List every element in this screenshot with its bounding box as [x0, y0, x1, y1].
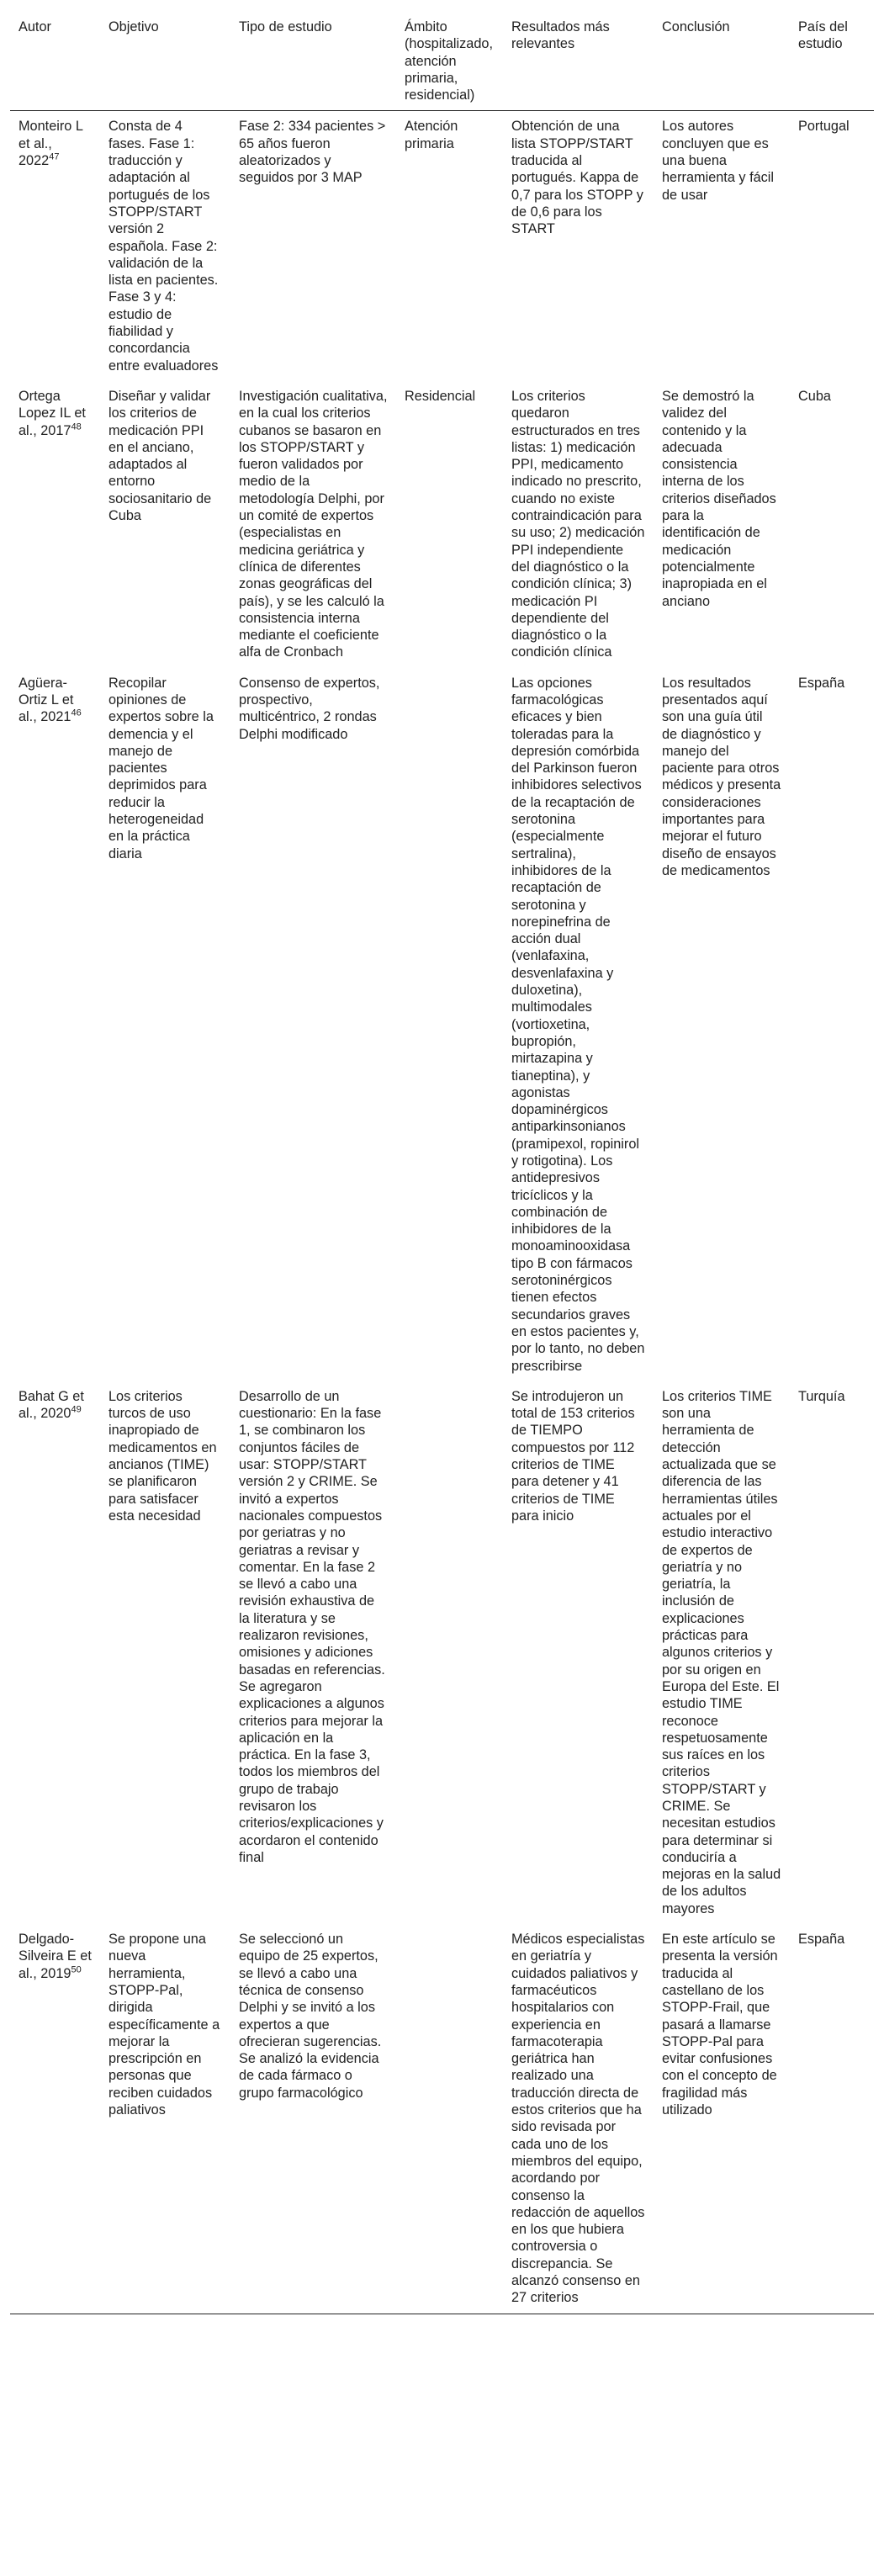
autor-text: Ortega Lopez IL et al., 2017	[19, 388, 86, 438]
table-header	[10, 13, 874, 111]
autor-text: Bahat G et al., 2020	[19, 1388, 84, 1422]
cell-conclusion: Los autores concluyen que es una buena herramienta y fácil de usar	[662, 119, 775, 203]
cell-pais: Turquía	[798, 1388, 845, 1404]
autor-text: Monteiro L et al., 2022	[19, 119, 83, 169]
cell-resultados: Las opciones farmacológicas eficaces y bien toleradas para la depresión comórbida del Parkinson fueron inhibidores selectivos de la recaptación de serotonina (especialmente sertralina), inhibidores de la recaptación de serotonina y norepinefrina de acción dual (venlafaxina, desvenlafaxina y duloxetina), multimodales (vortioxetina, bupropión, mirtazapina y tianeptina), y agonistas dopaminérgicos antiparkinsonianos (pramipexol, ropinirol y rotigotina). Los antidepresivos tricíclicos y la combinación de inhibidores de la monoaminooxidasa tipo B con fármacos serotoninérgicos tienen efectos secundarios graves en estos pacientes y, por lo tanto, no deben prescribirse	[511, 675, 645, 1374]
header-row	[10, 13, 874, 111]
cell-conclusion: En este artículo se presenta la versión traducida al castellano de los STOPP-Frail, que pasará a llamarse STOPP-Pal para evitar confusiones con el concepto de fragilidad más utilizado	[654, 1924, 790, 2314]
cell-tipo-estudio: Investigación cualitativa, en la cual los criterios cubanos se basaron en los STOPP/START y fueron validados por medio de la metodología Delphi, por un comité de expertos (especialistas en medicina geriátrica y clínica de diferentes zonas geográficas del país), y se les calculó la consistencia interna mediante el coeficiente alfa de Cronbach	[239, 388, 388, 660]
cell-objetivo: Diseñar y validar los criterios de medicación PPI en el anciano, adaptados al entorno sociosanitario de Cuba	[109, 388, 212, 524]
header-objetivo: Objetivo	[100, 13, 230, 111]
cell-tipo-estudio: Desarrollo de un cuestionario: En la fase 1, se combinaron los conjuntos fáciles de usar: STOPP/START versión 2 y CRIME. Se invitó a expertos nacionales compuestos por geriatras y no geriatras a revisar y comentar. En la fase 2 se llevó a cabo una revisión exhaustiva de la literatura y se realizaron revisiones, omisiones y adiciones basadas en referencias. Se agregaron explicaciones a algunos criterios para mejorar la aplicación en la práctica. En la fase 3, todos los miembros del grupo de trabajo revisaron los criterios/explicaciones y acordaron el contenido final	[239, 1388, 385, 1865]
cell-resultados: Se introdujeron un total de 153 criterios de TIEMPO compuestos por 112 criterios de TIME para detener y 41 criterios de TIME para inicio	[511, 1388, 635, 1524]
cell-conclusion: Los resultados presentados aquí son una guía útil de diagnóstico y manejo del paciente para otros médicos y presenta consideraciones importantes para mejorar el futuro diseño de ensayos de medicamentos	[662, 675, 781, 878]
reference-number: 48	[71, 421, 82, 432]
cell-ambito: Residencial	[405, 388, 476, 404]
table-row	[10, 668, 874, 1381]
header-conclusion: Conclusión	[654, 13, 790, 111]
table-row	[10, 1924, 874, 2314]
cell-autor	[10, 668, 100, 1381]
cell-autor	[10, 381, 100, 668]
cell-conclusion: Se demostró la validez del contenido y la adecuada consistencia interna de los criterios diseñados para la identificación de medicación potencialmente inapropiada en el anciano	[662, 388, 776, 609]
table-row	[10, 111, 874, 381]
studies-table	[10, 13, 874, 2314]
header-pais: País del estudio	[790, 13, 874, 111]
table-row	[10, 381, 874, 668]
cell-pais: España	[798, 675, 845, 691]
cell-conclusion: Los criterios TIME son una herramienta de detección actualizada que se diferencia de las herramientas útiles actuales por el estudio interactivo de expertos de geriatría y no geriatría, la inclusión de explicaciones prácticas para algunos criterios y por su origen en Europa del Este. El estudio TIME reconoce respetuosamente sus raíces en los criterios STOPP/START y CRIME. Se necesitan estudios para determinar si conduciría a mejoras en la salud de los adultos mayores	[662, 1388, 781, 1916]
cell-objetivo: Recopilar opiniones de expertos sobre la demencia y el manejo de pacientes deprimidos para reducir la heterogeneidad en la práctica diaria	[109, 675, 214, 861]
cell-pais: Cuba	[798, 388, 831, 404]
cell-tipo-estudio: Fase 2: 334 pacientes > 65 años fueron aleatorizados y seguidos por 3 MAP	[239, 119, 386, 186]
cell-ambito	[396, 1381, 503, 1924]
cell-ambito	[396, 668, 503, 1381]
header-autor: Autor	[10, 13, 100, 111]
autor-text: Agüera-Ortiz L et al., 2021	[19, 675, 74, 725]
table-row	[10, 1381, 874, 1924]
cell-pais: Portugal	[798, 119, 850, 135]
cell-objetivo: Los criterios turcos de uso inapropiado de medicamentos en ancianos (TIME) se planificaron para satisfacer esta necesidad	[109, 1388, 217, 1524]
cell-objetivo: Se propone una nueva herramienta, STOPP-Pal, dirigida específicamente a mejorar la prescripción en personas que reciben cuidados paliativos	[100, 1924, 230, 2314]
reference-number: 47	[49, 151, 60, 162]
cell-resultados: Obtención de una lista STOPP/START traducida al portugués. Kappa de 0,7 para los STOPP y de 0,6 para los START	[511, 119, 643, 237]
header-ambito: Ámbito (hospitalizado, atención primaria, residencial)	[396, 13, 503, 111]
cell-ambito	[396, 1924, 503, 2314]
reference-number: 50	[71, 1964, 82, 1975]
cell-resultados: Los criterios quedaron estructurados en tres listas: 1) medicación PPI, medicamento indicado no prescrito, cuando no existe contraindicación para su uso; 2) medicación PPI independiente del diagnóstico o la condición clínica; 3) medicación PI dependiente del diagnóstico o la condición clínica	[511, 388, 645, 660]
reference-number: 49	[71, 1404, 82, 1415]
header-resultados: Resultados más relevantes	[503, 13, 654, 111]
cell-tipo-estudio: Se seleccionó un equipo de 25 expertos, se llevó a cabo una técnica de consenso Delphi y se invitó a los expertos a que ofrecieran sugerencias. Se analizó la evidencia de cada fármaco o grupo farmacológico	[230, 1924, 396, 2314]
table-body	[10, 111, 874, 2314]
cell-objetivo: Consta de 4 fases. Fase 1: traducción y adaptación al portugués de los STOPP/START versión 2 española. Fase 2: validación de la lista en pacientes. Fase 3 y 4: estudio de fiabilidad y concordancia entre evaluadores	[109, 119, 219, 374]
cell-ambito: Atención primaria	[405, 119, 458, 151]
reference-number: 46	[71, 708, 82, 718]
cell-autor	[10, 1924, 100, 2314]
header-tipo-estudio: Tipo de estudio	[230, 13, 396, 111]
cell-pais: España	[790, 1924, 874, 2314]
cell-tipo-estudio: Consenso de expertos, prospectivo, multicéntrico, 2 rondas Delphi modificado	[239, 675, 380, 742]
cell-autor	[10, 1381, 100, 1924]
autor-text: Delgado-Silveira E et al., 2019	[19, 1932, 92, 1981]
cell-autor	[10, 111, 100, 381]
cell-resultados: Médicos especialistas en geriatría y cuidados paliativos y farmacéuticos hospitalarios con experiencia en farmacoterapia geriátrica han realizado una traducción directa de estos criterios que ha sido revisada por cada uno de los miembros del equipo, acordando por consenso la redacción de aquellos en los que hubiera controversia o discrepancia. Se alcanzó consenso en 27 criterios	[503, 1924, 654, 2314]
